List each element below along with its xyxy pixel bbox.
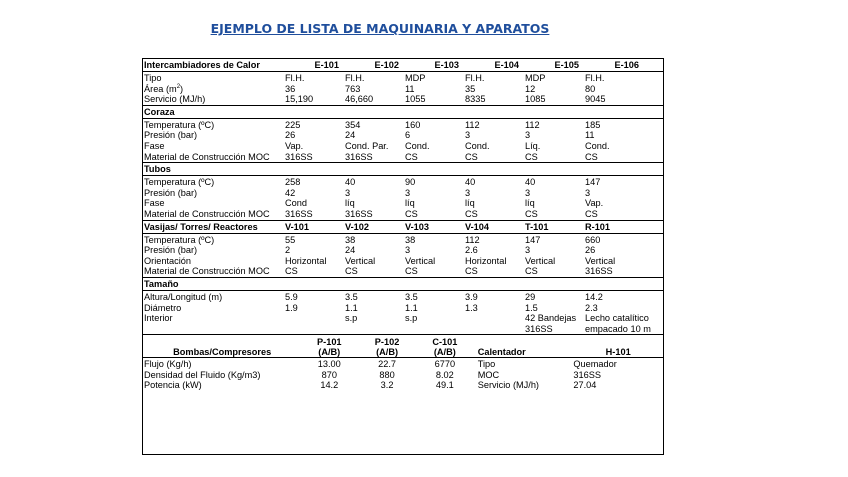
pump-id: P-101 (A/B) (317, 336, 342, 358)
vessel-id: T-101 (525, 221, 549, 232)
table-cell: 6770 (434, 359, 456, 370)
row-label: Altura/Longitud (m) (144, 291, 223, 302)
table-cell: 3 (405, 245, 411, 256)
table-row (143, 84, 663, 95)
table-row (143, 188, 663, 199)
table-cell: 3 (345, 187, 351, 198)
table-row (143, 120, 663, 131)
exchangers-header (143, 60, 663, 72)
table-row (143, 198, 663, 209)
table-cell: líq (345, 198, 355, 209)
table-cell: 316SS (345, 208, 373, 219)
row-label: Fase (144, 198, 165, 209)
section-coraza (143, 106, 663, 163)
heater-cell: Quemador (573, 359, 617, 370)
row-label: Temperatura (ºC) (144, 119, 215, 130)
table-cell: 160 (405, 119, 421, 130)
table-cell: MDP (405, 73, 426, 83)
table-cell: 13.00 (317, 359, 341, 370)
table-cell (465, 313, 525, 324)
table-cell: 316SS (345, 151, 373, 162)
section-exchangers (143, 59, 663, 106)
table-cell: 147 (585, 177, 601, 188)
table-cell: Cond. (405, 140, 430, 151)
table-cell (345, 324, 405, 335)
table-row (143, 152, 663, 163)
table-cell: 12 (525, 83, 536, 94)
heater-row-label: Servicio (MJ/h) (477, 380, 539, 391)
table-cell: 1085 (525, 94, 546, 105)
table-cell: 3.5 (345, 291, 358, 302)
row-label: Flujo (Kg/h) (144, 359, 192, 370)
table-cell: CS (585, 151, 598, 162)
table-cell: Cond. (465, 140, 490, 151)
table-cell: 660 (585, 234, 601, 245)
table-cell: 15,190 (285, 94, 314, 105)
table-row (143, 256, 663, 267)
table-cell: 3 (525, 187, 531, 198)
table-cell: 35 (465, 83, 476, 94)
table-cell: Vertical (585, 255, 616, 266)
row-label: Servicio (MJ/h) (144, 94, 206, 105)
vasijas-header (143, 222, 663, 234)
table-cell: Cond. Par. (345, 140, 389, 151)
row-label: Orientación (144, 255, 191, 266)
table-row (143, 324, 663, 335)
table-cell: Vap. (285, 140, 304, 151)
table-cell: Vertical (405, 255, 436, 266)
row-label: Presión (bar) (144, 245, 198, 256)
table-cell: CS (525, 266, 538, 277)
tamano-header-label: Tamaño (144, 278, 179, 289)
table-cell: Cond (285, 198, 307, 209)
table-cell: s.p (405, 313, 418, 324)
exchanger-id: E-105 (554, 60, 579, 70)
table-cell: MDP (525, 73, 546, 83)
bombas-header-label: Bombas/Compresores (173, 347, 272, 358)
table-row (143, 266, 663, 277)
table-row (143, 130, 663, 141)
row-label: Interior (144, 313, 173, 324)
table-cell: 40 (345, 177, 356, 188)
table-cell: 90 (405, 177, 416, 188)
row-label: Fase (144, 140, 165, 151)
tubos-header (143, 164, 663, 176)
row-label: Presión (bar) (144, 187, 198, 198)
table-cell: 185 (585, 119, 601, 130)
table-cell: 3.5 (405, 291, 418, 302)
table-cell: CS (285, 266, 298, 277)
table-cell: CS (465, 151, 478, 162)
table-cell: Vertical (345, 255, 376, 266)
table-cell: 5.9 (285, 291, 298, 302)
table-cell: 225 (285, 119, 301, 130)
table-cell: 46,660 (345, 94, 374, 105)
coraza-header-label: Coraza (144, 106, 175, 117)
table-cell: 8335 (465, 94, 486, 105)
row-label: Tipo (144, 73, 162, 83)
row-label: Diámetro (144, 302, 182, 313)
table-cell: 1.1 (345, 302, 358, 313)
table-cell: CS (465, 266, 478, 277)
table-cell: 42 (285, 187, 296, 198)
table-cell: 80 (585, 83, 596, 94)
table-cell: 3.2 (380, 380, 394, 391)
table-cell: 3 (525, 130, 531, 141)
row-label: Material de Construcción MOC (144, 208, 270, 219)
exchanger-id: E-104 (494, 60, 519, 70)
table-cell (405, 324, 465, 335)
table-cell: Cond. (585, 140, 610, 151)
row-label: Material de Construcción MOC (144, 266, 270, 277)
table-cell: 36 (285, 83, 296, 94)
row-label: Densidad del Fluido (Kg/m3) (144, 369, 261, 380)
table-cell: 1.9 (285, 302, 298, 313)
table-cell: CS (405, 151, 418, 162)
heater-row-label: Tipo (477, 359, 496, 370)
table-row (143, 141, 663, 152)
table-cell: 22.7 (378, 359, 396, 370)
table-cell: CS (405, 266, 418, 277)
pump-id: P-102 (A/B) (374, 336, 400, 358)
row-label (143, 324, 285, 335)
table-cell: líq (405, 198, 415, 209)
table-cell: 11 (585, 130, 595, 141)
table-cell: 14.2 (585, 291, 603, 302)
table-cell: 24 (345, 245, 356, 256)
table-cell: líq (465, 198, 475, 209)
table-cell: empacado 10 m (585, 323, 651, 334)
vessel-id: V-104 (465, 221, 490, 232)
table-cell: 38 (345, 234, 356, 245)
table-cell: 2.3 (585, 302, 598, 313)
section-bombas (143, 335, 663, 391)
table-cell: 42 Bandejas (525, 313, 577, 324)
row-label: Material de Construcción MOC (144, 151, 270, 162)
table-cell: 316SS (585, 266, 613, 277)
table-cell: 147 (525, 234, 541, 245)
table-cell: CS (585, 208, 598, 219)
table-cell: Vap. (585, 198, 604, 209)
table-cell: 763 (345, 83, 361, 94)
table-cell: 316SS (525, 323, 553, 334)
table-row (143, 380, 663, 391)
exchanger-id: E-102 (374, 60, 399, 70)
table-row (143, 370, 663, 381)
bombas-header (143, 336, 663, 358)
table-cell: 8.02 (435, 369, 454, 380)
table-cell: 29 (525, 291, 536, 302)
table-cell: 112 (465, 234, 480, 245)
table-cell: CS (525, 151, 538, 162)
vessel-id: R-101 (585, 221, 611, 232)
table-cell: 1.3 (465, 302, 478, 313)
table-cell: 3 (585, 187, 591, 198)
heater-cell: 27.04 (573, 380, 597, 391)
table-cell: 6 (405, 130, 411, 141)
section-tamano (143, 278, 663, 335)
table-cell: 870 (321, 369, 337, 380)
table-row (143, 303, 663, 314)
table-cell: 11 (405, 83, 415, 94)
table-cell: 1.5 (525, 302, 538, 313)
table-cell: Fl.H. (345, 73, 365, 83)
table-cell: 9045 (585, 94, 606, 105)
exchangers-header-label: Intercambiadores de Calor (144, 60, 260, 70)
table-cell: Líq. (525, 140, 541, 151)
table-cell: Lecho catalítico (585, 313, 649, 324)
table-cell: 316SS (285, 208, 313, 219)
document-title: EJEMPLO DE LISTA DE MAQUINARIA Y APARATOS (210, 21, 550, 36)
heater-id: H-101 (605, 347, 631, 358)
heater-row-label: MOC (477, 369, 500, 380)
table-cell: 3.9 (465, 291, 478, 302)
table-cell: Fl.H. (585, 73, 605, 83)
vessel-id: V-101 (285, 221, 310, 232)
table-cell: 3 (405, 187, 411, 198)
table-cell: 55 (285, 234, 296, 245)
table-cell: 1.1 (405, 302, 418, 313)
heater-cell: 316SS (573, 369, 601, 380)
vessel-id: V-103 (405, 221, 430, 232)
table-cell: Fl.H. (285, 73, 305, 83)
table-cell (465, 324, 525, 335)
vessel-id: V-102 (345, 221, 370, 232)
table-cell: 2 (285, 245, 291, 256)
table-cell: 354 (345, 119, 361, 130)
compressor-id: C-101 (A/B) (432, 336, 458, 358)
table-cell: 26 (585, 245, 596, 256)
table-cell: CS (465, 208, 478, 219)
row-label: Temperatura (ºC) (144, 177, 215, 188)
table-cell: Fl.H. (465, 73, 485, 83)
table-cell: Vertical (525, 255, 556, 266)
table-cell: 40 (465, 177, 476, 188)
section-vasijas (143, 221, 663, 278)
table-cell: 2.6 (465, 245, 478, 256)
table-cell: 3 (525, 245, 531, 256)
tamano-header (143, 279, 663, 291)
table-cell: 14.2 (320, 380, 339, 391)
table-row (143, 292, 663, 303)
tubos-header-label: Tubos (144, 164, 171, 175)
row-label: Área $(m^2)$ (144, 83, 184, 94)
table-cell: 24 (345, 130, 356, 141)
section-tubos (143, 163, 663, 220)
table-row (143, 94, 663, 105)
table-cell: 40 (525, 177, 536, 188)
row-label: Potencia (kW) (144, 380, 202, 391)
table-cell: 316SS (285, 151, 313, 162)
table-cell: CS (345, 266, 358, 277)
exchanger-id: E-103 (434, 60, 459, 70)
table-row (143, 209, 663, 220)
table-cell: Horizontal (465, 255, 507, 266)
table-cell: 49.1 (435, 380, 454, 391)
row-label: Temperatura (ºC) (144, 234, 215, 245)
table-cell: 3 (465, 187, 471, 198)
table-cell: CS (525, 208, 538, 219)
table-cell: CS (405, 208, 418, 219)
table-cell (285, 313, 345, 324)
table-cell: 3 (465, 130, 471, 141)
table-cell: 112 (525, 119, 540, 130)
table-cell: Horizontal (285, 255, 327, 266)
table-row (143, 245, 663, 256)
table-row (143, 313, 663, 324)
table-row (143, 73, 663, 84)
table-cell: 258 (285, 177, 301, 188)
equipment-list-table (142, 58, 664, 455)
table-row (143, 177, 663, 188)
table-cell (285, 324, 345, 335)
table-cell: s.p (345, 313, 358, 324)
table-cell: 38 (405, 234, 416, 245)
exchanger-id: E-106 (614, 60, 639, 70)
heater-header-label: Calentador (477, 347, 526, 358)
table-cell: 1055 (405, 94, 426, 105)
table-row (143, 359, 663, 370)
table-cell: 26 (285, 130, 296, 141)
exchanger-id: E-101 (314, 60, 339, 70)
table-cell: líq (525, 198, 535, 209)
coraza-header (143, 107, 663, 119)
row-label: Presión (bar) (144, 130, 198, 141)
table-row (143, 235, 663, 246)
vasijas-header-label: Vasijas/ Torres/ Reactores (144, 221, 258, 232)
table-cell: 112 (465, 119, 480, 130)
table-cell: 880 (379, 369, 395, 380)
